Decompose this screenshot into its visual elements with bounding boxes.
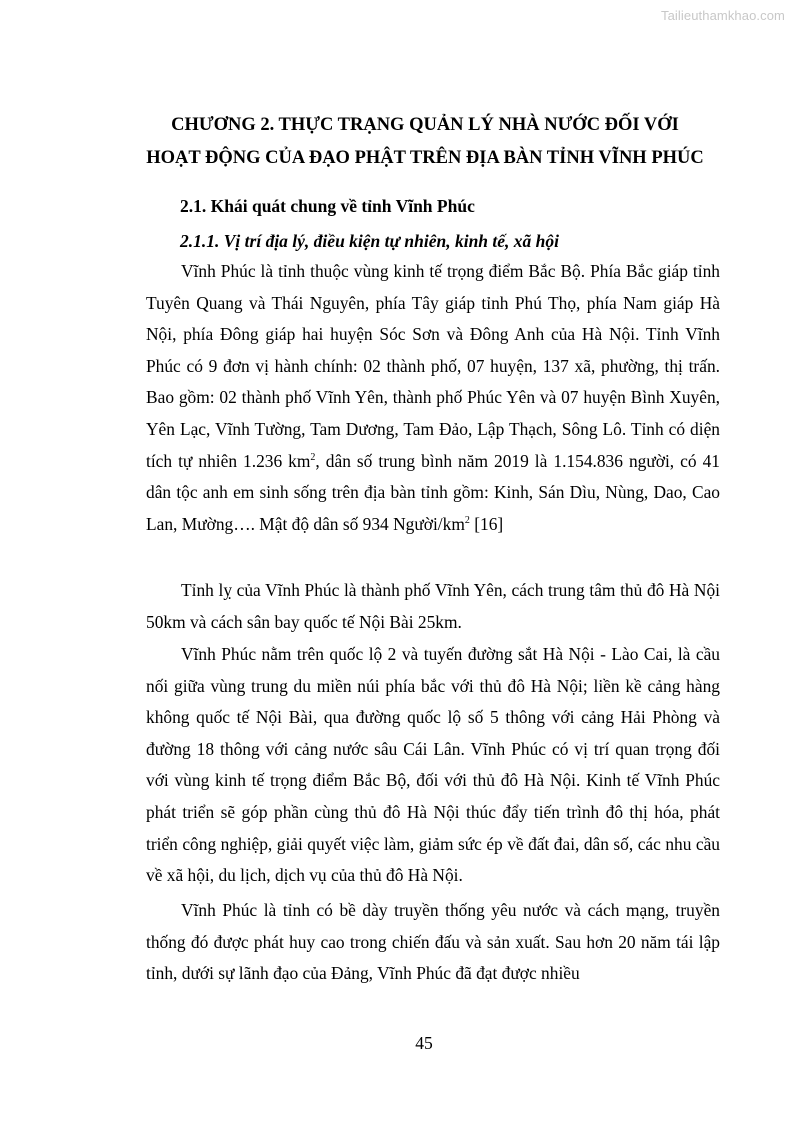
superscript: 2	[464, 514, 470, 526]
paragraph-text: Vĩnh Phúc là tỉnh thuộc vùng kinh tế trọng điểm Bắc Bộ. Phía Bắc giáp tỉnh Tuyên Quang và Thái Nguyên, phía Tây giáp tỉnh Phú Thọ, phía Nam giáp Hà Nội, phía Đông giáp hai huyện Sóc Sơn và Đông Anh của Hà Nội. Tỉnh Vĩnh Phúc có 9 đơn vị hành chính: 02 thành phố, 07 huyện, 137 xã, phường, thị trấn. Bao gồm: 02 thành phố Vĩnh Yên, thành phố Phúc Yên và 07 huyện Bình Xuyên, Yên Lạc, Vĩnh Tường, Tam Dương, Tam Đảo, Lập Thạch, Sông Lô. Tỉnh có diện tích tự nhiên 1.236 km	[146, 261, 720, 471]
paragraph-capital	[146, 575, 720, 638]
paragraph-transport	[146, 639, 720, 892]
paragraph-text: Vĩnh Phúc là tỉnh có bề dày truyền thống yêu nước và cách mạng, truyền thống đó được phát huy cao trong chiến đấu và sản xuất. Sau hơn 20 năm tái lập tỉnh, dưới sự lãnh đạo của Đảng, Vĩnh Phúc đã đạt được nhiều	[146, 900, 720, 984]
page-number: 45	[415, 1033, 433, 1053]
paragraph-tradition	[146, 895, 720, 990]
section-heading: 2.1. Khái quát chung về tỉnh Vĩnh Phúc	[180, 196, 475, 216]
paragraph-text: Tỉnh lỵ của Vĩnh Phúc là thành phố Vĩnh Yên, cách trung tâm thủ đô Hà Nội 50km và cách sân bay quốc tế Nội Bài 25km.	[146, 580, 720, 632]
watermark: Tailieuthamkhao.com	[660, 8, 785, 23]
citation: [16]	[469, 513, 504, 534]
chapter-title-line-1: CHƯƠNG 2. THỰC TRẠNG QUẢN LÝ NHÀ NƯỚC ĐỐI VỚI	[171, 115, 679, 135]
paragraph-text: , dân số trung bình năm 2019 là 1.154.836 người, có 41 dân tộc anh em sinh sống trên địa bàn tỉnh gồm: Kinh, Sán Dìu, Nùng, Dao, Cao Lan, Mường…. Mật độ dân số 934 Người/km	[146, 450, 720, 534]
paragraph-location	[146, 256, 720, 540]
superscript: 2	[310, 451, 316, 463]
chapter-title-line-2: HOẠT ĐỘNG CỦA ĐẠO PHẬT TRÊN ĐỊA BÀN TỈNH VĨNH PHÚC	[146, 148, 704, 168]
subsection-heading: 2.1.1. Vị trí địa lý, điều kiện tự nhiên, kinh tế, xã hội	[180, 231, 560, 251]
paragraph-text: Vĩnh Phúc nằm trên quốc lộ 2 và tuyến đường sắt Hà Nội - Lào Cai, là cầu nối giữa vùng trung du miền núi phía bắc với thủ đô Hà Nội; liền kề cảng hàng không quốc tế Nội Bài, qua đường quốc lộ số 5 thông với cảng Hải Phòng và đường 18 thông với cảng nước sâu Cái Lân. Vĩnh Phúc có vị trí quan trọng đối với vùng kinh tế trọng điểm Bắc Bộ, đối với thủ đô Hà Nội. Kinh tế Vĩnh Phúc phát triển sẽ góp phần cùng thủ đô Hà Nội thúc đẩy tiến trình đô thị hóa, phát triển công nghiệp, giải quyết việc làm, giảm sức ép về đất đai, dân số, các nhu cầu về xã hội, du lịch, dịch vụ của thủ đô Hà Nội.	[146, 644, 720, 886]
